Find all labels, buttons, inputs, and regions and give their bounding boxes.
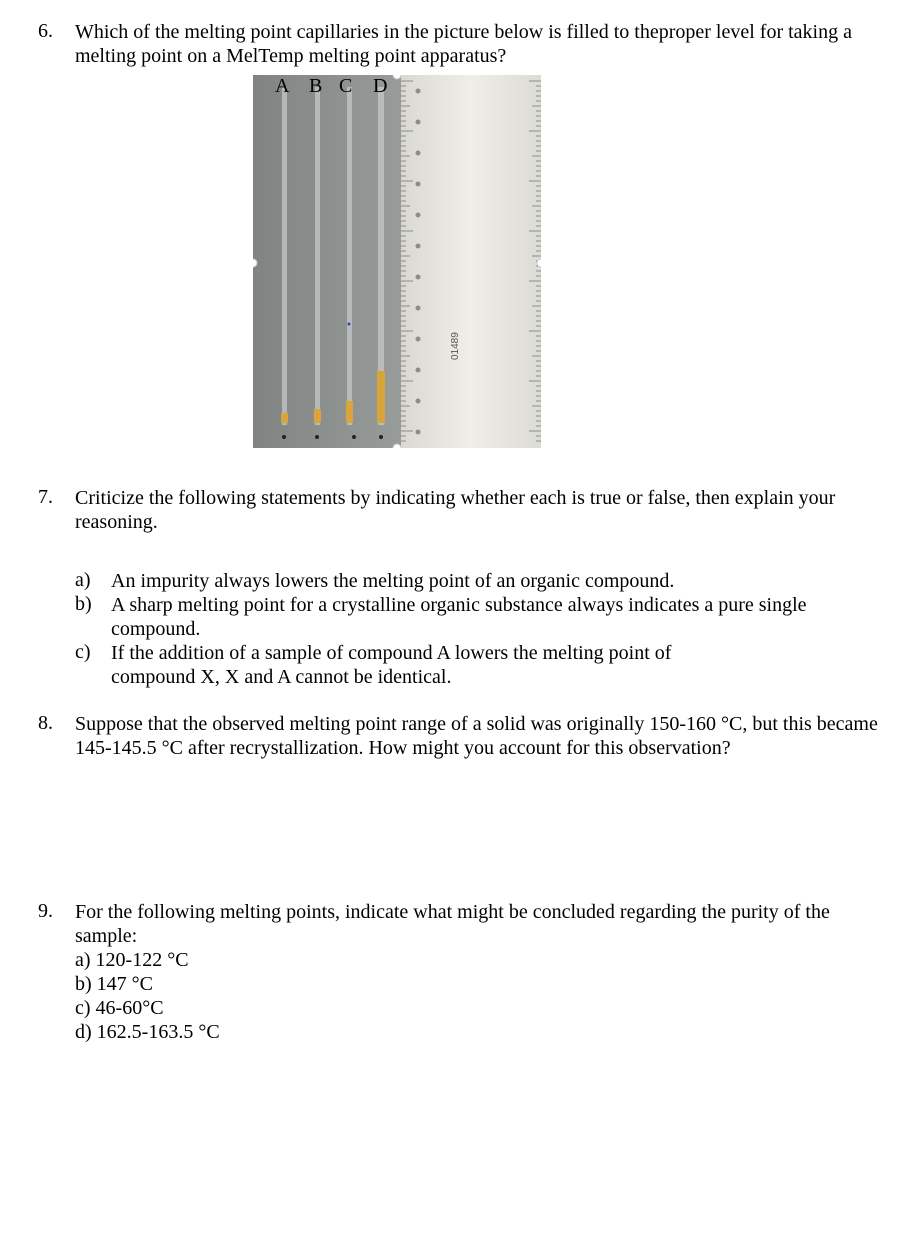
question-7-item-b [75,593,895,641]
ruler-dot [416,182,420,186]
capillary-photo-svg [253,75,541,448]
ruler-dot [416,275,420,279]
capillary-d [377,87,385,439]
question-9-number: 9. [38,900,53,922]
item-text: An impurity always lowers the melting point of an organic compound. [111,570,675,592]
ruler-dot [416,399,420,403]
ruler [401,75,541,448]
item-label: a) [75,569,91,591]
question-7-item-c [75,641,895,689]
question-7-item-a [75,569,895,593]
question-6 [38,20,908,68]
question-6-number: 6. [38,20,53,42]
question-6-text: Which of the melting point capillaries in the picture below is filled to theproper level for taking a melting point on a MelTemp melting point apparatus? [75,21,852,67]
question-8-number: 8. [38,712,53,734]
label-d: D [373,75,388,97]
question-7-text: Criticize the following statements by indicating whether each is true or false, then explain your reasoning. [75,487,836,533]
question-9-item-c: c) 46-60°C [75,997,164,1019]
ruler-dot [416,306,420,310]
ruler-dot [416,244,420,248]
question-9-item-d: d) 162.5-163.5 °C [75,1021,220,1043]
ruler-dot [416,151,420,155]
item-label: c) [75,641,91,663]
ruler-dot [416,337,420,341]
label-b: B [309,75,323,97]
capillary-photo [253,75,541,448]
question-8 [38,712,915,760]
item-label: b) [75,593,92,615]
capillary-labels [271,75,399,97]
capillary-b [314,87,321,439]
ruler-dot [416,213,420,217]
question-7 [38,486,908,534]
label-a: A [275,75,290,97]
question-8-text: Suppose that the observed melting point range of a solid was originally 150-160 °C, but this became 145-145.5 °C after recrystallization. How might you account for this observation? [75,713,878,759]
question-9 [38,900,908,948]
item-text: A sharp melting point for a crystalline organic substance always indicates a pure single compound. [111,594,807,640]
ruler-dot [416,120,420,124]
ruler-dot [416,430,420,434]
item-text: If the addition of a sample of compound A lowers the melting point of compound X, X and A cannot be identical. [111,642,672,688]
label-c: C [339,75,353,97]
capillary-a [281,87,288,439]
question-9-item-a: a) 120-122 °C [75,949,189,971]
question-9-item-b: b) 147 °C [75,973,153,995]
ruler-dot [416,89,420,93]
question-9-text: For the following melting points, indicate what might be concluded regarding the purity of the sample: [75,901,830,947]
ruler-number: 01489 [450,332,461,360]
question-7-number: 7. [38,486,53,508]
ruler-dot [416,368,420,372]
